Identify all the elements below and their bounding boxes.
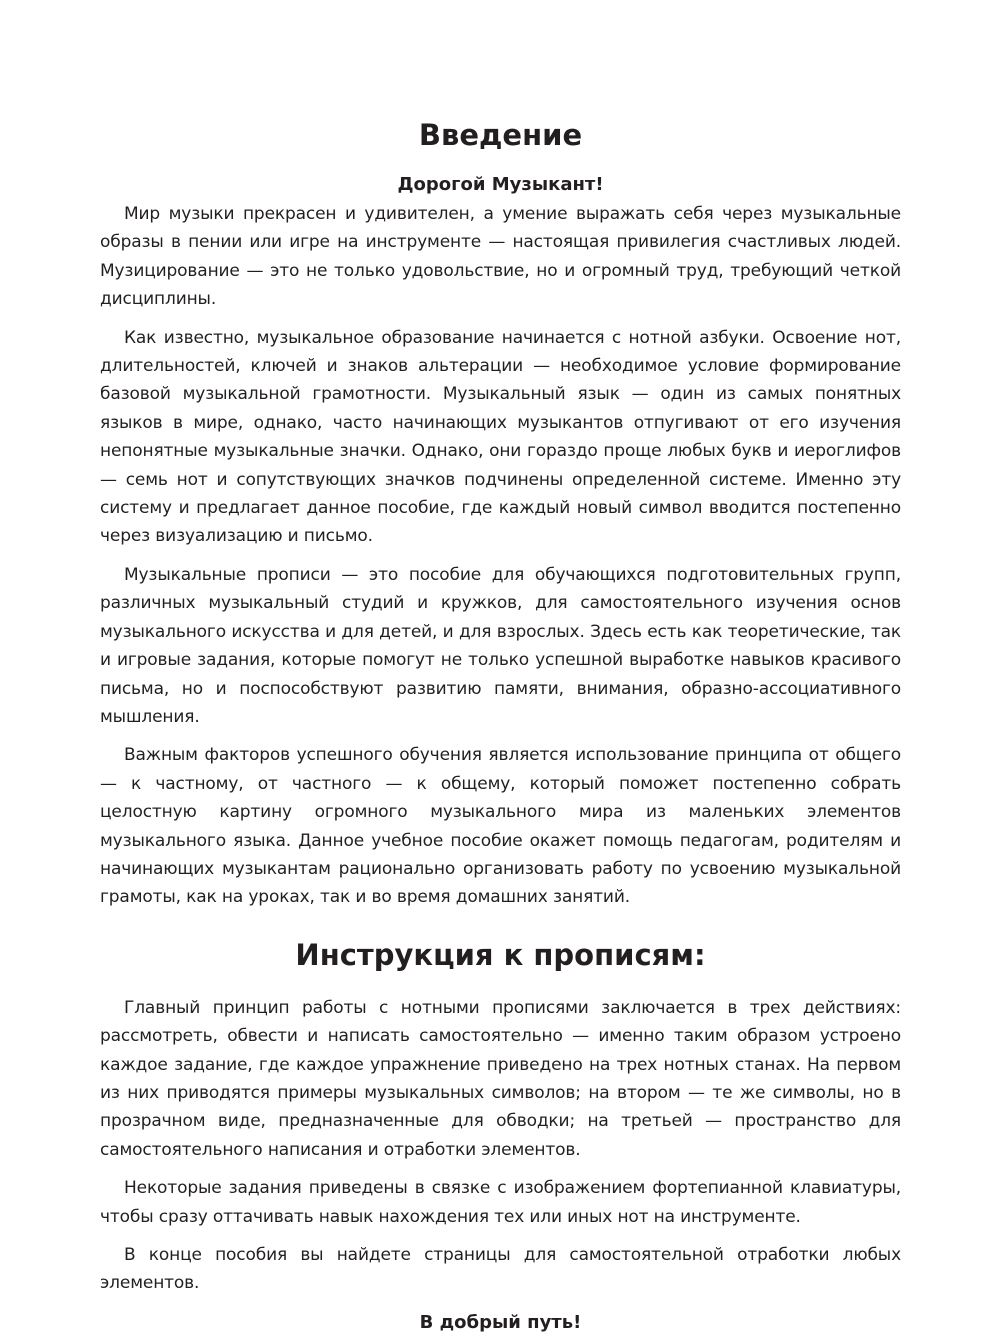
instructions-title: Инструкция к прописям:: [295, 937, 706, 972]
salutation: Дорогой Музыкант!: [397, 174, 604, 195]
closing-line: В добрый путь!: [419, 1311, 582, 1333]
intro-paragraph-4: Важным факторов успешного обучения является использование принципа от общего — к частному, от частного — к общему, который поможет постепенно собрать целостную картину огромного музыкального мира из маленьких элементов музыкального языка. Данное учебное пособие окажет помощь педагогам, родителям и начинающих музыкантам рационально организовать работу по усвоению музыкальной грамоты, как на уроках, так и во время домашних занятий.: [100, 745, 901, 908]
instructions-paragraph-1: Главный принцип работы с нотными прописями заключается в трех действиях: рассмотреть, обвести и написать самостоятельно — именно таким образом устроено каждое задание, где каждое упражнение приведено на трех нотных станах. На первом из них приводятся примеры музыкальных символов; на втором — те же символы, но в прозрачном виде, предназначенные для обводки; на третьей — пространство для самостоятельного написания и отработки элементов.: [100, 997, 901, 1160]
instructions-paragraph-3: В конце пособия вы найдете страницы для самостоятельной отработки любых элементов.: [100, 1245, 901, 1294]
intro-paragraph-2: Как известно, музыкальное образование начинается с нотной азбуки. Освоение нот, длительностей, ключей и знаков альтерации — необходимое условие формирование базовой музыкальной грамотности. Музыкальный язык — один из самых понятных языков в мире, однако, часто начинающих музыкантов отпугивают от его изучения непонятные музыкальные значки. Однако, они гораздо проще любых букв и иероглифов — семь нот и сопутствующих значков подчинены определенной системе. Именно эту систему и предлагает данное пособие, где каждый новый символ вводится постепенно через визуализацию и письмо.: [100, 327, 901, 547]
intro-paragraph-1: Мир музыки прекрасен и удивителен, а умение выражать себя через музыкальные образы в пении или игре на инструменте — настоящая привилегия счастливых людей. Музицирование — это не только удовольствие, но и огромный труд, требующий четкой дисциплины.: [100, 204, 901, 310]
intro-title: Введение: [418, 118, 583, 152]
intro-paragraph-3: Музыкальные прописи — это пособие для обучающихся подготовительных групп, различных музыкальный студий и кружков, для самостоятельного изучения основ музыкального искусства и для детей, и для взрослых. Здесь есть как теоретические, так и игровые задания, которые помогут не только успешной выработке навыков красивого письма, но и поспособствуют развитию памяти, внимания, образно-ассоциативного мышления.: [100, 564, 901, 727]
document-page: [100, 110, 901, 1338]
instructions-paragraph-2: Некоторые задания приведены в связке с изображением фортепианной клавиатуры, чтобы сразу оттачивать навык нахождения тех или иных нот на инструменте.: [100, 1178, 901, 1227]
